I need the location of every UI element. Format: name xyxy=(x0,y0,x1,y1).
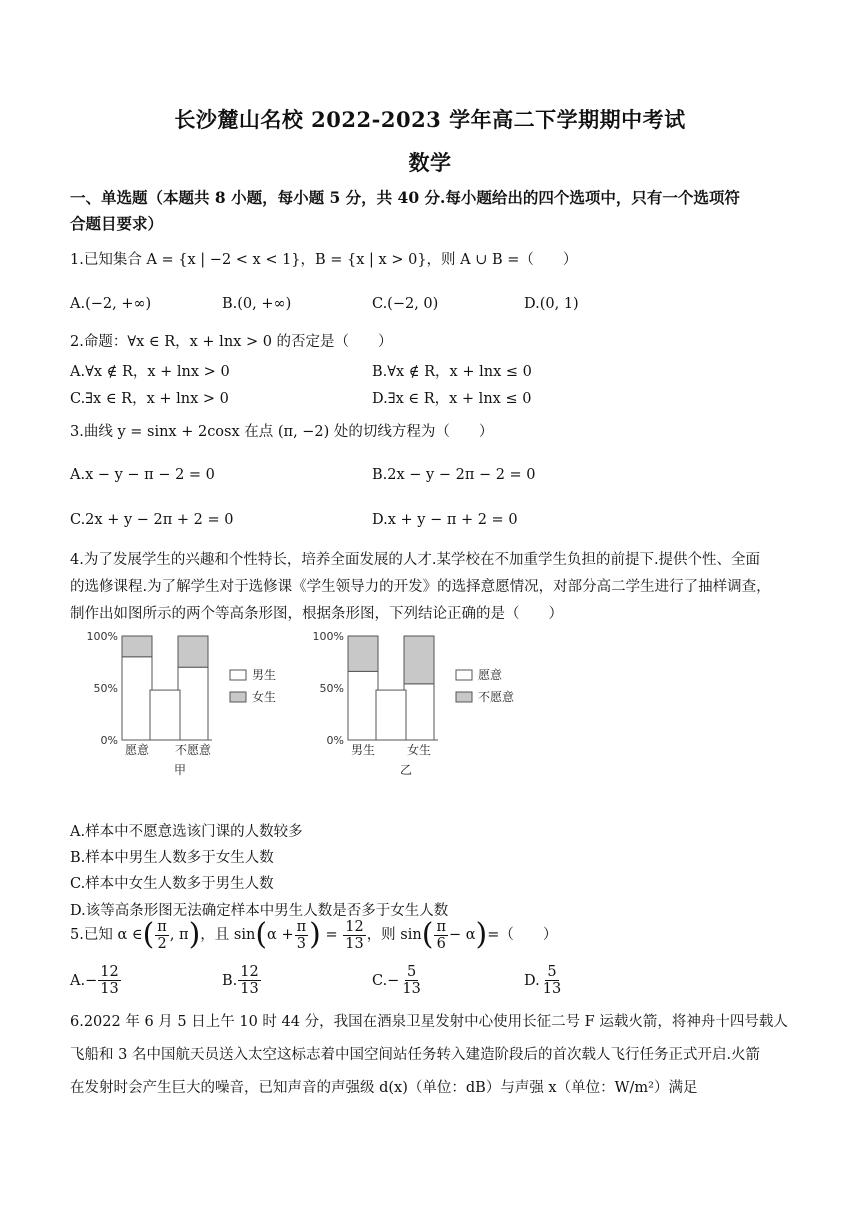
section-heading-line2: 合题目要求） xyxy=(70,214,164,233)
jia-ytick-label: 100% xyxy=(86,630,118,643)
q4-option-c: C.样本中女生人数多于男生人数 xyxy=(70,876,274,892)
yi-total-ratio-bar xyxy=(376,690,406,740)
yi-category-label: 男生 xyxy=(350,743,376,757)
yi-bar-1-不愿意 xyxy=(404,636,434,684)
q4-option-b: B.样本中男生人数多于女生人数 xyxy=(70,850,274,866)
q1-stem: 1.已知集合 A = {x | −2 < x < 1}，B = {x | x > 0}，则 A ∪ B =（ ） xyxy=(70,252,578,268)
jia-bar-1-男生 xyxy=(178,667,208,740)
q5-interval-frac xyxy=(155,919,169,952)
frac-num: 5 xyxy=(406,964,417,980)
frac-den: 13 xyxy=(402,981,421,997)
section-heading-line1: 一、单选题（本题共 8 小题，每小题 5 分，共 40 分.每小题给出的四个选项中，只有一个选项符 xyxy=(70,188,740,207)
option-label: A.− xyxy=(70,972,98,989)
q1-option-d: D.(0, 1) xyxy=(524,296,579,312)
jia-total-ratio-bar xyxy=(150,690,180,740)
q6-line2: 飞船和 3 名中国航天员送入太空这标志着中国空间站任务转入建造阶段后的首次载人飞行任务正式开启.火箭 xyxy=(70,1047,761,1063)
jia-legend-label-0: 男生 xyxy=(252,668,277,682)
q5-mid: ，且 sin xyxy=(200,927,256,943)
frac-den: 3 xyxy=(296,935,306,952)
q2-option-b: B.∀x ∉ R，x + lnx ≤ 0 xyxy=(372,364,532,380)
frac-num: π xyxy=(296,918,307,935)
q5-arg2-frac xyxy=(434,919,448,952)
q6-line1: 6.2022 年 6 月 5 日上午 10 时 44 分，我国在酒泉卫星发射中心使用长征二号 F 运载火箭，将神舟十四号载人 xyxy=(70,1014,788,1030)
jia-ytick-label: 0% xyxy=(100,734,118,747)
q5-interval-tail: , π xyxy=(169,927,189,943)
q4-line1: 4.为了发展学生的兴趣和个性特长，培养全面发展的人才.某学校在不加重学生负担的前提下.提供个性、全面 xyxy=(70,552,761,568)
exam-title: 长沙麓山名校 2022-2023 学年高二下学期期中考试 xyxy=(174,107,686,132)
yi-caption: 乙 xyxy=(399,763,413,777)
q3-stem: 3.曲线 y = sinx + 2cosx 在点 (π, −2) 处的切线方程为（ ） xyxy=(70,424,494,440)
frac-den: 13 xyxy=(240,981,259,997)
q5-stem: 5.已知 α ∈ ( $\frac{\pi}{2}$ , π ) ，且 sin ( α + $\frac{\pi}{3}$ ) = $\frac{12}{13}$ ，则 sin ( $\frac{\pi}{6}$ − α ) =（ ） xyxy=(70,917,558,952)
jia-category-label: 愿意 xyxy=(124,743,150,757)
frac-num: 12 xyxy=(240,964,259,980)
q6-line3: 在发射时会产生巨大的噪音，已知声音的声强级 d(x)（单位：dB）与声强 x（单位：W/m²）满足 xyxy=(70,1080,698,1096)
jia-bar-0-女生 xyxy=(122,636,152,657)
frac-num: π xyxy=(436,918,446,935)
q3-option-c: C.2x + y − 2π + 2 = 0 xyxy=(70,512,234,528)
q5-option-c xyxy=(372,964,424,997)
q5-arg1-frac xyxy=(295,919,309,952)
frac-num: 12 xyxy=(345,918,364,935)
q5-arg1-pre: α + xyxy=(267,927,294,943)
q5-option-d xyxy=(524,964,564,997)
frac-den: 2 xyxy=(157,935,167,952)
q2-option-d: D.∃x ∈ R，x + lnx ≤ 0 xyxy=(372,391,532,407)
frac-num: 12 xyxy=(100,964,119,980)
yi-ytick-label: 50% xyxy=(319,682,344,695)
frac-den: 6 xyxy=(436,935,446,952)
frac-den: 13 xyxy=(542,981,562,997)
q4-option-a: A.样本中不愿意选该门课的人数较多 xyxy=(70,824,303,840)
option-label: B. xyxy=(222,972,238,989)
jia-category-label: 不愿意 xyxy=(174,743,212,757)
yi-bar-1-愿意 xyxy=(404,684,434,740)
option-label: C.− xyxy=(372,972,400,989)
yi-bar-0-愿意 xyxy=(348,671,378,740)
jia-ytick-label: 50% xyxy=(93,682,118,695)
yi-legend-swatch-0 xyxy=(456,670,472,680)
q1-option-b: B.(0, +∞) xyxy=(222,296,292,312)
q4-option-d: D.该等高条形图无法确定样本中男生人数是否多于女生人数 xyxy=(70,903,449,919)
chart-yi xyxy=(296,626,532,790)
yi-legend-label-1: 不愿意 xyxy=(478,690,515,704)
frac-num: 5 xyxy=(547,964,557,980)
yi-category-label: 女生 xyxy=(406,743,432,757)
jia-legend-swatch-1 xyxy=(230,692,246,702)
q2-option-c: C.∃x ∈ R，x + lnx > 0 xyxy=(70,391,229,407)
q4-line2: 的选修课程.为了解学生对于选修课《学生领导力的开发》的选择意愿情况，对部分高二学生进行了抽样调查， xyxy=(70,579,771,595)
yi-legend-label-0: 愿意 xyxy=(478,668,503,682)
frac-num: π xyxy=(157,918,167,935)
q3-option-a: A.x − y − π − 2 = 0 xyxy=(70,467,215,483)
q2-option-a: A.∀x ∉ R，x + lnx > 0 xyxy=(70,364,230,380)
q1-option-c: C.(−2, 0) xyxy=(372,296,439,312)
q2-stem: 2.命题：∀x ∈ R，x + lnx > 0 的否定是（ ） xyxy=(70,334,393,350)
yi-ytick-label: 100% xyxy=(312,630,344,643)
jia-legend-swatch-0 xyxy=(230,670,246,680)
frac-den: 13 xyxy=(100,981,119,997)
q5-option-b xyxy=(222,964,262,997)
jia-caption: 甲 xyxy=(173,763,187,777)
q5-prefix: 5.已知 α ∈ xyxy=(70,927,143,943)
yi-legend-swatch-1 xyxy=(456,692,472,702)
subject-title: 数学 xyxy=(408,150,452,175)
q4-line3: 制作出如图所示的两个等高条形图，根据条形图，下列结论正确的是（ ） xyxy=(70,606,563,622)
q1-option-a: A.(−2, +∞) xyxy=(70,296,152,312)
jia-bar-1-女生 xyxy=(178,636,208,667)
chart-jia xyxy=(70,626,290,790)
frac-den: 13 xyxy=(345,935,364,952)
jia-bar-0-男生 xyxy=(122,657,152,740)
yi-ytick-label: 0% xyxy=(326,734,344,747)
q5-end: =（ ） xyxy=(487,927,558,943)
q3-option-d: D.x + y − π + 2 = 0 xyxy=(372,512,518,528)
q5-eq-frac xyxy=(343,919,365,952)
q5-option-a xyxy=(70,964,122,997)
jia-legend-label-1: 女生 xyxy=(252,690,277,704)
yi-bar-0-不愿意 xyxy=(348,636,378,671)
option-label: D. xyxy=(524,972,540,989)
q3-option-b: B.2x − y − 2π − 2 = 0 xyxy=(372,467,536,483)
q5-arg2-tail: − α xyxy=(448,927,476,943)
q5-then: ，则 sin xyxy=(366,927,422,943)
